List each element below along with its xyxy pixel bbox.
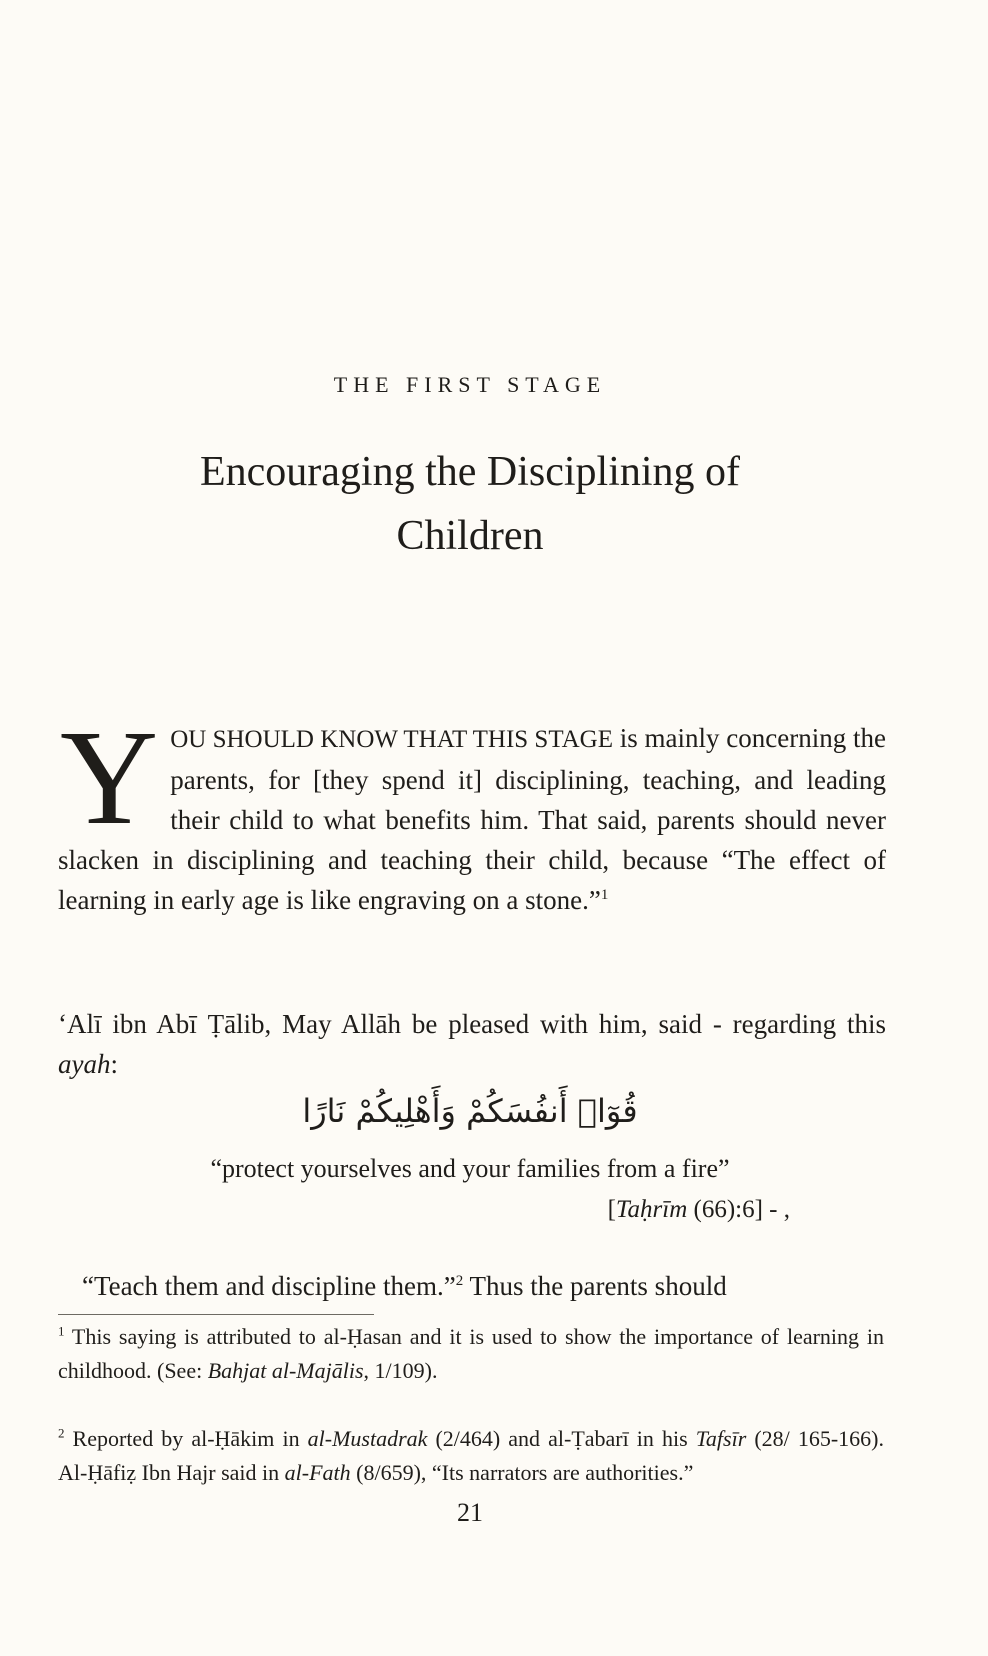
footnote-ref-2: 2 bbox=[455, 1273, 464, 1289]
paragraph-2-end: : bbox=[110, 1049, 118, 1079]
paragraph-3-before: “Teach them and discipline them.” bbox=[82, 1271, 456, 1301]
chapter-title-line-1: Encouraging the Disciplining of bbox=[199, 449, 741, 495]
footnote-2-text-1: Reported by al-Ḥākim in bbox=[64, 1426, 308, 1451]
paragraph-1 bbox=[58, 703, 886, 920]
footnote-2-text-3: (28/ 165-166). Al-Ḥāfiẓ Ibn Hajr said in bbox=[58, 1426, 884, 1485]
footnote-ref-1: 1 bbox=[600, 887, 609, 903]
arabic-verse: قُوٓا۟ أَنفُسَكُمْ وَأَهْلِيكُمْ نَارًا bbox=[302, 1092, 638, 1130]
chapter-title bbox=[100, 440, 840, 568]
footnote-1-italic: Bahjat al-Majālis bbox=[207, 1358, 364, 1383]
paragraph-2-text: ‘Alī ibn Abī Ṭālib, May Allāh be pleased with him, said - regarding this bbox=[58, 1009, 886, 1039]
paragraph-3-after: Thus the parents should bbox=[463, 1271, 727, 1301]
footnote-2 bbox=[58, 1422, 884, 1490]
footnote-divider bbox=[58, 1314, 374, 1315]
reference-surah: Taḥrīm bbox=[615, 1196, 688, 1223]
footnote-2-mark: 2 bbox=[58, 1425, 65, 1441]
page-number: 21 bbox=[457, 1498, 483, 1527]
footnote-1-text: This saying is attributed to al-Ḥasan and it is used to show the importance of learning in childhood. (See: bbox=[58, 1324, 884, 1383]
reference-open: [ bbox=[607, 1196, 616, 1223]
reference-rest: (66):6] - , bbox=[687, 1196, 790, 1223]
footnote-2-italic-1: al-Mustadrak bbox=[307, 1426, 428, 1451]
footnote-1-end: , 1/109). bbox=[363, 1358, 438, 1383]
footnote-2-italic-3: al-Fath bbox=[284, 1460, 351, 1485]
footnote-2-text-2: (2/464) and al-Ṭabarī in his bbox=[427, 1426, 696, 1451]
stage-label: THE FIRST STAGE bbox=[333, 372, 607, 397]
paragraph-3 bbox=[58, 1266, 886, 1306]
paragraph-2-italic: ayah bbox=[58, 1049, 111, 1079]
drop-cap: Y bbox=[60, 703, 159, 853]
paragraph-2 bbox=[58, 1004, 886, 1084]
paragraph-1-text: is mainly concerning the parents, for [they spend it] disciplining, teaching, and leading their child to what benefits him. That said, parents should never slacken in disciplining and teaching their child, because “The effect of learning in early age is like engraving on a stone.” bbox=[58, 723, 886, 915]
footnote-1-mark: 1 bbox=[58, 1323, 65, 1339]
verse-reference bbox=[500, 1196, 790, 1224]
verse-translation: “protect yourselves and your families from a fire” bbox=[210, 1154, 730, 1183]
footnote-2-italic-2: Tafsīr bbox=[695, 1426, 747, 1451]
footnote-2-text-4: (8/659), “Its narrators are authorities.” bbox=[350, 1460, 694, 1485]
paragraph-1-lead: OU SHOULD KNOW THAT THIS STAGE bbox=[170, 726, 613, 753]
footnote-1 bbox=[58, 1320, 884, 1388]
chapter-title-line-2: Children bbox=[396, 513, 544, 559]
